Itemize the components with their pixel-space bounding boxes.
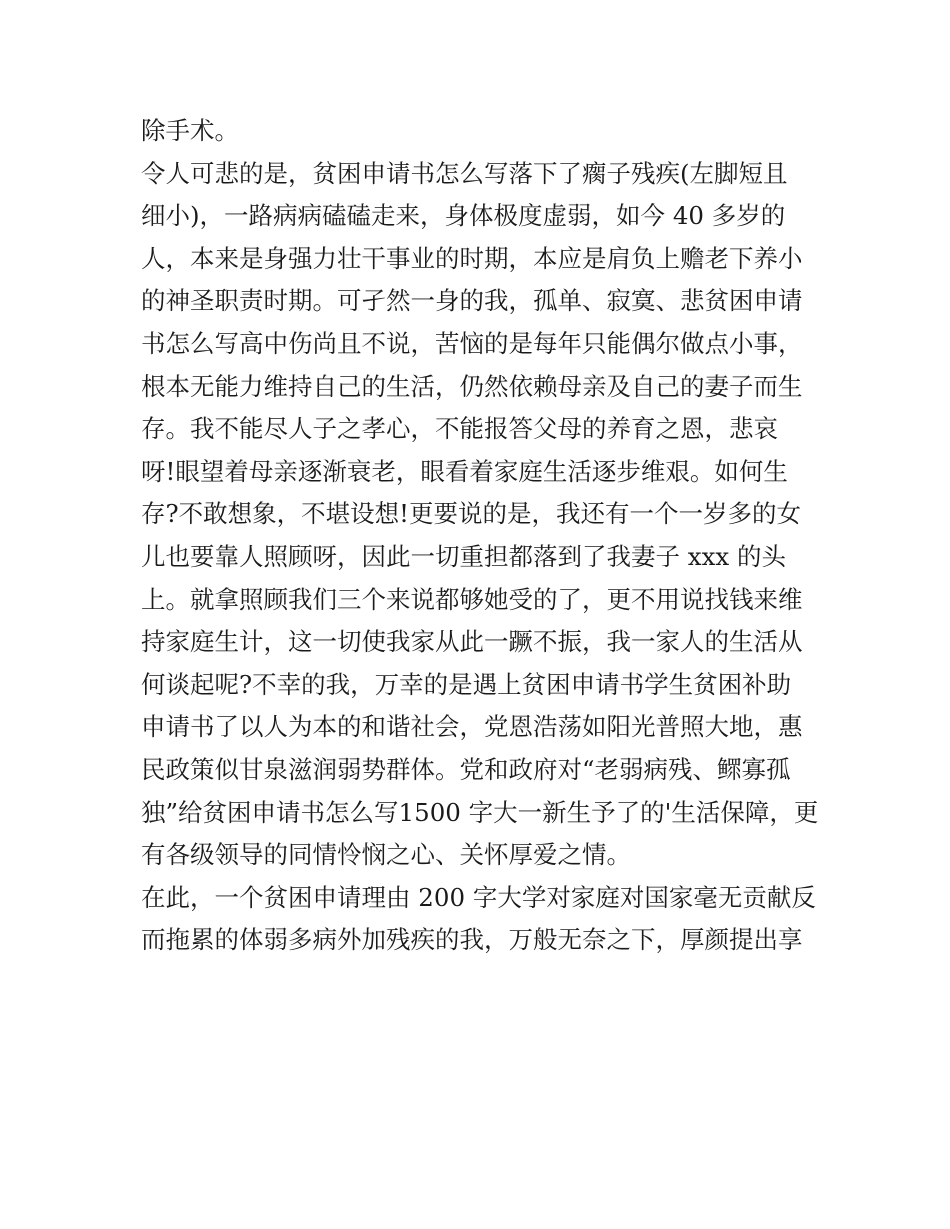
text-line: 上。就拿照顾我们三个来说都够她受的了，更不用说找钱来维 xyxy=(141,584,803,614)
text-line: 独”给贫困申请书怎么写1500 字大一新生予了的'生活保障，更 xyxy=(141,797,819,827)
text-line: 儿也要靠人照顾呀，因此一切重担都落到了我妻子 xxx 的头 xyxy=(141,541,787,571)
text-line: 何谈起呢?不幸的我，万幸的是遇上贫困申请书学生贫困补助 xyxy=(141,669,792,699)
text-line: 细小)，一路病病磕磕走来，身体极度虚弱，如今 40 多岁的 xyxy=(141,201,786,231)
text-line: 有各级领导的同情怜悯之心、关怀厚爱之情。 xyxy=(141,840,631,870)
text-line: 根本无能力维持自己的生活，仍然依赖母亲及自己的妻子而生 xyxy=(141,371,803,401)
text-line: 除手术。 xyxy=(141,116,239,145)
text-line: 书怎么写高中伤尚且不说，苦恼的是每年只能偶尔做点小事， xyxy=(141,328,803,358)
text-line: 民政策似甘泉滋润弱势群体。党和政府对“老弱病残、鳏寡孤 xyxy=(141,754,791,784)
text-line: 人，本来是身强力壮干事业的时期，本应是肩负上赡老下养小 xyxy=(141,243,803,273)
text-line: 存。我不能尽人子之孝心，不能报答父母的养育之恩，悲哀 xyxy=(141,414,778,444)
text-line: 持家庭生计，这一切使我家从此一蹶不振，我一家人的生活从 xyxy=(141,627,803,657)
text-line: 呀!眼望着母亲逐渐衰老，眼看着家庭生活逐步维艰。如何生 xyxy=(141,456,788,486)
text-line: 而拖累的体弱多病外加残疾的我，万般无奈之下，厚颜提出享 xyxy=(141,925,803,955)
text-line: 在此，一个贫困申请理由 200 字大学对家庭对国家毫无贡献反 xyxy=(141,882,816,912)
text-line: 令人可悲的是，贫困申请书怎么写落下了瘸子残疾(左脚短且 xyxy=(141,158,788,188)
text-line: 申请书了以人为本的和谐社会，党恩浩荡如阳光普照大地，惠 xyxy=(141,712,803,742)
text-line: 存?不敢想象，不堪设想!更要说的是，我还有一个一岁多的女 xyxy=(141,499,801,529)
body-text xyxy=(141,110,819,962)
text-line: 的神圣职责时期。可孑然一身的我，孤单、寂寞、悲贫困申请 xyxy=(141,286,803,316)
